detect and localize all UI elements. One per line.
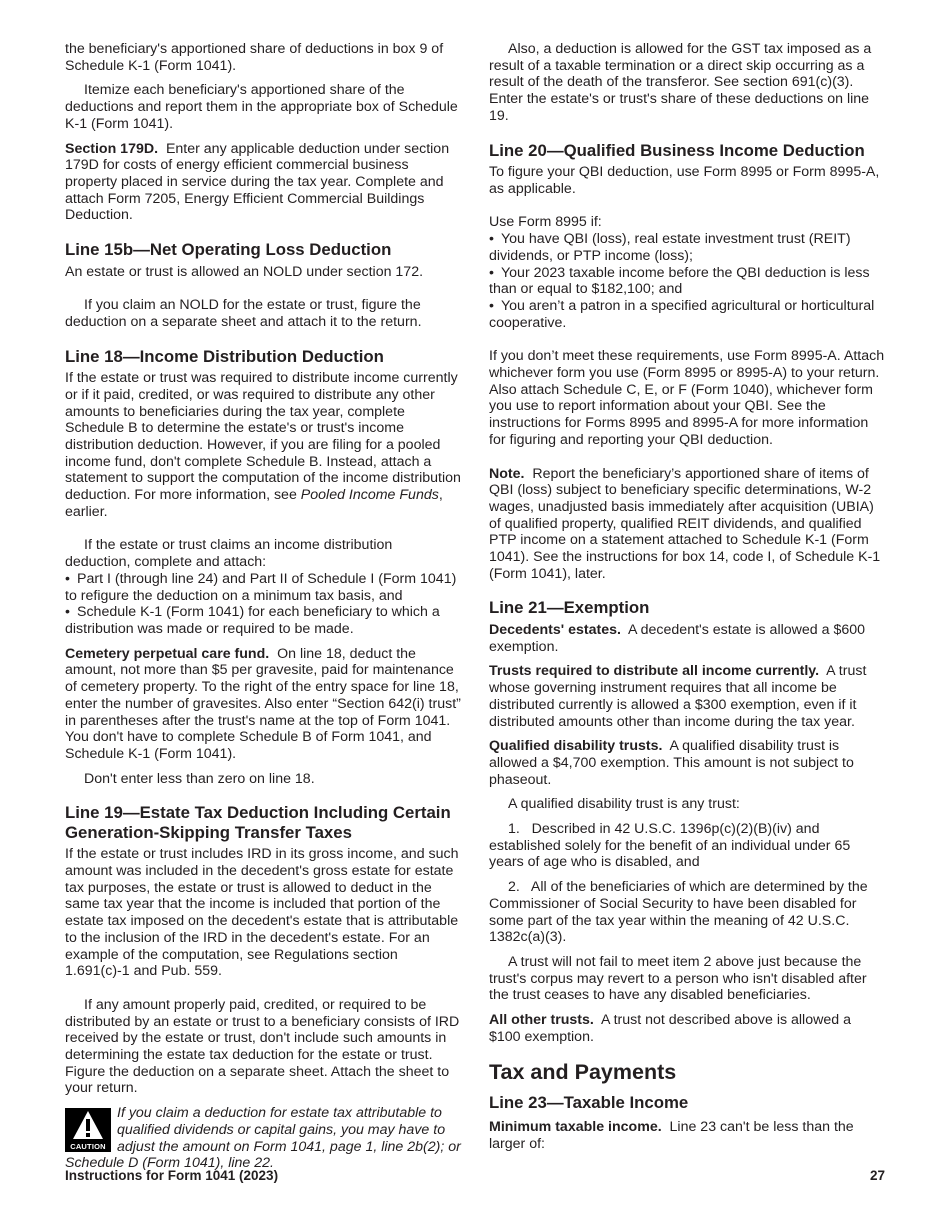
paragraph-text: A trust not described above is allowed a $100 exemption. (489, 1012, 851, 1045)
paragraph: A trust will not fail to meet item 2 above just because the trust's corpus may revert to a person who isn't disabled after the trust ceases to have any disabled beneficiaries. (489, 953, 867, 1004)
bullet-item: • Schedule K-1 (Form 1041) for each beneficiary to which a distribution was made or required to be made. (65, 604, 440, 637)
footer-title: Instructions for Form 1041 (2023) (65, 1168, 279, 1183)
paragraph: If any amount properly paid, credited, or required to be distributed by an estate or trust to a beneficiary consists of IRD received by the estate or trust, don't include such amounts in determining the estate tax deduction for the estate or trust. Figure the deduction on a separate sheet. Attach the sheet to your return. (65, 996, 460, 1097)
paragraph: Itemize each beneficiary's apportioned share of the deductions and report them in the appropriate box of Schedule K-1 (Form 1041). (65, 82, 458, 132)
warning-triangle-icon (72, 1110, 104, 1140)
major-heading: Tax and Payments (489, 1060, 677, 1085)
bullet-item: • Your 2023 taxable income before the QBI deduction is less than or equal to $182,100; and (489, 264, 870, 298)
run-in-heading: Cemetery perpetual care fund. (65, 645, 270, 662)
paragraph-text: On line 18, deduct the amount, not more than $5 per gravesite, paid for maintenance of cemetery property. To the right of the entry space for line 18, enter the number of gravesites. Also enter “Section 642(i) trust” in parentheses after the trust's name at the top of Form 1041. You don't have to complete Schedule B of Form 1041, and Schedule K-1 (Form 1041). (65, 645, 461, 762)
paragraph: Also, a deduction is allowed for the GST tax imposed as a result of a taxable termination or a direct skip occurring as a result of the death of the transferor. See section 691(c)(3). Enter the estate's or trust's share of these deductions on line 19. (489, 41, 872, 124)
caution-label: CAUTION (70, 1142, 106, 1152)
left-column (65, 41, 461, 1172)
run-in-heading: Section 179D. (65, 140, 159, 157)
bullet-icon: • (489, 264, 494, 281)
paragraph-text: , earlier. (65, 487, 443, 520)
run-in-heading: Decedents' estates. (489, 621, 621, 638)
bullet-item: • You have QBI (loss), real estate investment trust (REIT) dividends, or PTP income (loss); (489, 231, 851, 264)
section-heading: Line 21—Exemption (489, 598, 650, 618)
paragraph: Use Form 8995 if: (489, 214, 602, 231)
section-heading: Line 19—Estate Tax Deduction Including Certain Generation-Skipping Transfer Taxes (65, 803, 451, 842)
run-in-heading: Qualified disability trusts. (489, 738, 663, 755)
paragraph-text: Report the beneficiary’s apportioned share of items of QBI (loss) subject to beneficiary specific determinations, W-2 wages, unadjusted basis immediately after acquisition (UBIA) of qualified property, qualified REIT dividends, and qualified PTP income on a statement attached to Schedule K-1 (Form 1041). See the instructions for box 14, code I, of Schedule K-1 (Form 1041), later. (489, 465, 881, 582)
bullet-icon: • (489, 231, 494, 248)
paragraph (489, 738, 885, 788)
paragraph-text: A decedent's estate is allowed a $600 exemption. (489, 621, 865, 655)
paragraph (489, 622, 885, 655)
section-heading: Line 18—Income Distribution Deduction (65, 346, 384, 366)
paragraph (489, 1012, 885, 1045)
paragraph: If you claim an NOLD for the estate or trust, figure the deduction on a separate sheet and attach it to the return. (65, 297, 422, 330)
section-heading: Line 23—Taxable Income (489, 1093, 689, 1113)
run-in-heading: Trusts required to distribute all income currently. (489, 663, 820, 680)
paragraph: To figure your QBI deduction, use Form 8995 or Form 8995-A, as applicable. (489, 164, 880, 197)
caution-note (65, 1105, 461, 1172)
paragraph-text: A trust whose governing instrument requires that all income be distributed currently is allowed a $300 exemption, even if it distributed amounts other than income during the tax year. (489, 663, 867, 730)
numbered-item: 1. Described in 42 U.S.C. 1396p(c)(2)(B)(iv) and established solely for the benefit of an individual under 65 years of age who is disabled, and (489, 821, 855, 871)
paragraph (65, 646, 461, 763)
paragraph-text: Enter any applicable deduction under section 179D for costs of energy efficient commercial business property placed in service during the tax year. Complete and attach Form 7205, Energy Efficient Commercial Buildings Deduction. (65, 140, 450, 224)
paragraph: If the estate or trust claims an income distribution deduction, complete and attach: (65, 537, 393, 571)
paragraph: If you don’t meet these requirements, use Form 8995-A. Attach whichever form you use (Form 8995 or 8995-A) to your return. Also attach Schedule C, E, or F (Form 1040), whichever form you use to report information about your QBI. See the instructions for Forms 8995 and 8995-A for more information for figuring and reporting your QBI deduction. (489, 348, 885, 448)
paragraph: If the estate or trust includes IRD in its gross income, and such amount was included in the decedent's gross estate for estate tax purposes, the estate or trust is allowed to deduct in the same tax year that the income is included that portion of the estate tax imposed on the decedent's estate that is attributable to the inclusion of the IRD in the decedent's estate. For an example of the computation, see Regulations section 1.691(c)-1 and Pub. 559. (65, 846, 459, 980)
paragraph (65, 370, 461, 520)
paragraph: A qualified disability trust is any trust: (508, 796, 740, 813)
page-number: 27 (869, 1168, 885, 1183)
run-in-heading: Minimum taxable income. (489, 1118, 662, 1135)
bullet-icon: • (65, 604, 70, 621)
paragraph: the beneficiary's apportioned share of deductions in box 9 of Schedule K-1 (Form 1041). (65, 41, 444, 74)
paragraph-text: A qualified disability trust is allowed a $4,700 exemption. This amount is not subject to phaseout. (489, 738, 854, 788)
bullet-item: • You aren’t a patron in a specified agricultural or horticultural cooperative. (489, 297, 875, 331)
paragraph: Don't enter less than zero on line 18. (84, 770, 315, 787)
paragraph: An estate or trust is allowed an NOLD under section 172. (65, 263, 424, 280)
section-heading: Line 15b—Net Operating Loss Deduction (65, 240, 392, 260)
right-column (489, 41, 885, 1160)
paragraph (489, 466, 885, 583)
paragraph (489, 663, 885, 730)
caution-icon (65, 1108, 111, 1152)
bullet-icon: • (65, 570, 70, 587)
paragraph-text: If the estate or trust was required to distribute income currently or if it paid, credited, or was required to distribute any other amounts to beneficiaries during the tax year, complete Schedule B to determine the estate's or trust's income distribution deduction. However, if you are filing for a pooled income fund, don't complete Schedule B. Instead, attach a statement to support the computation of the income distribution deduction. For more information, see (65, 370, 461, 504)
run-in-heading: Note. (489, 465, 525, 482)
run-in-heading: All other trusts. (489, 1012, 594, 1029)
cross-reference: Pooled Income Funds (300, 487, 439, 504)
paragraph (489, 1119, 885, 1152)
section-heading: Line 20—Qualified Business Income Deduction (489, 140, 865, 160)
paragraph-text: Line 23 can't be less than the larger of: (489, 1118, 854, 1152)
bullet-icon: • (489, 297, 494, 314)
paragraph (65, 141, 461, 225)
caution-text: If you claim a deduction for estate tax attributable to qualified dividends or capital gains, you may have to adjust the amount on Form 1041, page 1, line 2b(2); or Schedule D (Form 1041), line 22. (65, 1105, 461, 1172)
bullet-item: • Part I (through line 24) and Part II of Schedule I (Form 1041) to refigure the deduction on a minimum tax basis, and (65, 570, 457, 604)
numbered-item: 2. All of the beneficiaries of which are determined by the Commissioner of Social Security to have been disabled for some part of the tax year within the meaning of 42 U.S.C. 1382c(a)(3). (489, 879, 872, 946)
